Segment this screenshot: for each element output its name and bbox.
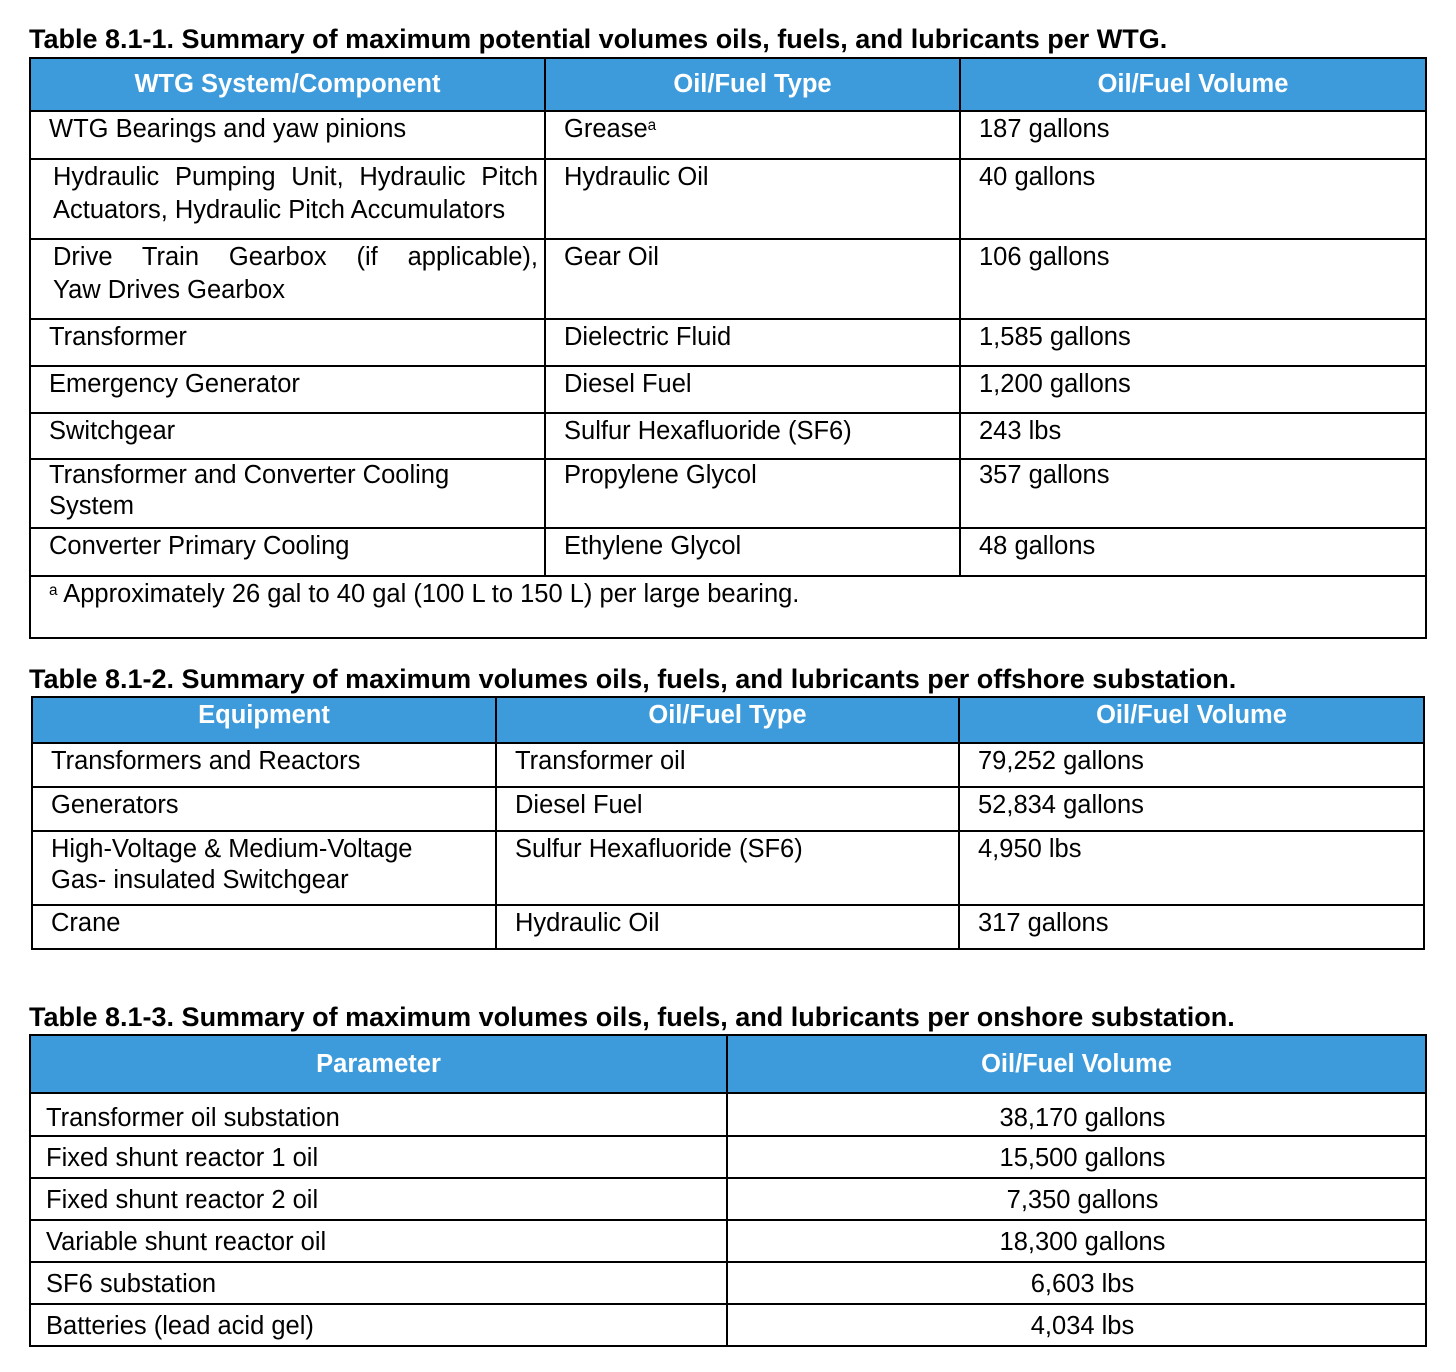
type-cell: Transformer oil xyxy=(515,747,686,775)
table1 xyxy=(29,57,1427,639)
component-cell-line1: Hydraulic Pumping Unit, Hydraulic Pitch xyxy=(53,163,538,191)
table-row xyxy=(30,1262,1426,1304)
type-cell: Sulfur Hexafluoride (SF6) xyxy=(564,417,852,445)
type-cell: Propylene Glycol xyxy=(564,461,757,489)
component-cell-line2: System xyxy=(49,492,135,520)
table-row xyxy=(32,905,1424,949)
table2-header-type: Oil/Fuel Type xyxy=(496,697,959,743)
table3-header-parameter: Parameter xyxy=(30,1035,727,1093)
component-cell: Transformer xyxy=(49,323,187,351)
table1-footnote xyxy=(31,577,1425,610)
table-row xyxy=(30,159,1426,239)
type-cell: Diesel Fuel xyxy=(515,791,643,819)
volume-cell: 4,950 lbs xyxy=(978,835,1082,863)
table-row xyxy=(30,319,1426,366)
volume-cell: 79,252 gallons xyxy=(978,747,1144,775)
table1-header-component: WTG System/Component xyxy=(30,58,545,111)
table-row xyxy=(32,831,1424,905)
volume-cell: 1,585 gallons xyxy=(979,323,1131,351)
volume-cell: 4,034 lbs xyxy=(1030,1312,1135,1340)
table2-header-equipment: Equipment xyxy=(32,697,496,743)
component-cell: Converter Primary Cooling xyxy=(49,532,350,560)
table-row xyxy=(32,787,1424,831)
type-cell: Gear Oil xyxy=(564,243,659,271)
component-cell-line2: Actuators, Hydraulic Pitch Accumulators xyxy=(53,196,506,224)
table-row xyxy=(30,1178,1426,1220)
type-cell: Dielectric Fluid xyxy=(564,323,732,351)
equipment-cell: Crane xyxy=(51,909,121,937)
volume-cell: 38,170 gallons xyxy=(999,1104,1166,1132)
component-cell: Switchgear xyxy=(49,417,176,445)
component-cell-line1: Drive Train Gearbox (if applicable), xyxy=(53,243,538,271)
volume-cell: 15,500 gallons xyxy=(999,1144,1166,1172)
volume-cell: 187 gallons xyxy=(979,115,1110,143)
table3-header-volume: Oil/Fuel Volume xyxy=(727,1035,1426,1093)
table1-header-type: Oil/Fuel Type xyxy=(545,58,960,111)
parameter-cell: Fixed shunt reactor 2 oil xyxy=(46,1186,319,1214)
equipment-cell-line2: Gas- insulated Switchgear xyxy=(51,866,349,894)
table-row xyxy=(30,459,1426,528)
component-cell: WTG Bearings and yaw pinions xyxy=(49,115,407,143)
type-cell: Hydraulic Oil xyxy=(515,909,660,937)
footnote-mark: a xyxy=(647,117,657,134)
volume-cell: 357 gallons xyxy=(979,461,1110,489)
footnote-mark: a xyxy=(49,582,58,599)
table-row xyxy=(30,1093,1426,1136)
table-row xyxy=(32,743,1424,787)
table-row xyxy=(30,111,1426,159)
table-row xyxy=(30,1136,1426,1178)
table1-caption: Table 8.1-1. Summary of maximum potential volumes oils, fuels, and lubricants per WTG. xyxy=(29,24,1168,54)
type-cell: Hydraulic Oil xyxy=(564,163,709,191)
table2-header-row xyxy=(32,697,1424,743)
table2 xyxy=(31,696,1425,950)
parameter-cell: SF6 substation xyxy=(46,1270,217,1298)
parameter-cell: Variable shunt reactor oil xyxy=(46,1228,327,1256)
table-row xyxy=(30,366,1426,413)
table1-footnote-row xyxy=(30,576,1426,638)
table3 xyxy=(29,1034,1427,1347)
table3-header-row xyxy=(30,1035,1426,1093)
parameter-cell: Transformer oil substation xyxy=(46,1104,340,1132)
table3-caption: Table 8.1-3. Summary of maximum volumes oils, fuels, and lubricants per onshore substation. xyxy=(29,1002,1235,1032)
table2-header-volume: Oil/Fuel Volume xyxy=(959,697,1424,743)
table2-caption: Table 8.1-2. Summary of maximum volumes oils, fuels, and lubricants per offshore substation. xyxy=(29,664,1237,694)
component-cell-line1: Transformer and Converter Cooling xyxy=(49,461,450,489)
table-row xyxy=(30,528,1426,576)
footnote-text: Approximately 26 gal to 40 gal (100 L to 150 L) per large bearing. xyxy=(63,580,800,608)
table-row xyxy=(30,1220,1426,1262)
volume-cell: 7,350 gallons xyxy=(1006,1186,1159,1214)
volume-cell: 18,300 gallons xyxy=(999,1228,1166,1256)
volume-cell: 1,200 gallons xyxy=(979,370,1131,398)
table-row xyxy=(30,1304,1426,1346)
type-cell: Sulfur Hexafluoride (SF6) xyxy=(515,835,803,863)
volume-cell: 106 gallons xyxy=(979,243,1110,271)
type-cell: Ethylene Glycol xyxy=(564,532,742,560)
component-cell-line2: Yaw Drives Gearbox xyxy=(53,276,285,304)
equipment-cell-line1: High-Voltage & Medium-Voltage xyxy=(51,835,413,863)
equipment-cell: Generators xyxy=(51,791,179,819)
parameter-cell: Fixed shunt reactor 1 oil xyxy=(46,1144,319,1172)
type-text: Grease xyxy=(564,115,648,143)
table1-header-row xyxy=(30,58,1426,111)
equipment-cell: Transformers and Reactors xyxy=(51,747,361,775)
volume-cell: 243 lbs xyxy=(979,417,1062,445)
volume-cell: 52,834 gallons xyxy=(978,791,1144,819)
parameter-cell: Batteries (lead acid gel) xyxy=(46,1312,314,1340)
table1-header-volume: Oil/Fuel Volume xyxy=(960,58,1426,111)
volume-cell: 48 gallons xyxy=(979,532,1096,560)
volume-cell: 6,603 lbs xyxy=(1030,1270,1135,1298)
table-row xyxy=(30,413,1426,459)
type-cell: Diesel Fuel xyxy=(564,370,692,398)
component-cell: Emergency Generator xyxy=(49,370,300,398)
type-cell xyxy=(546,112,959,145)
volume-cell: 317 gallons xyxy=(978,909,1109,937)
volume-cell: 40 gallons xyxy=(979,163,1096,191)
table-row xyxy=(30,239,1426,319)
